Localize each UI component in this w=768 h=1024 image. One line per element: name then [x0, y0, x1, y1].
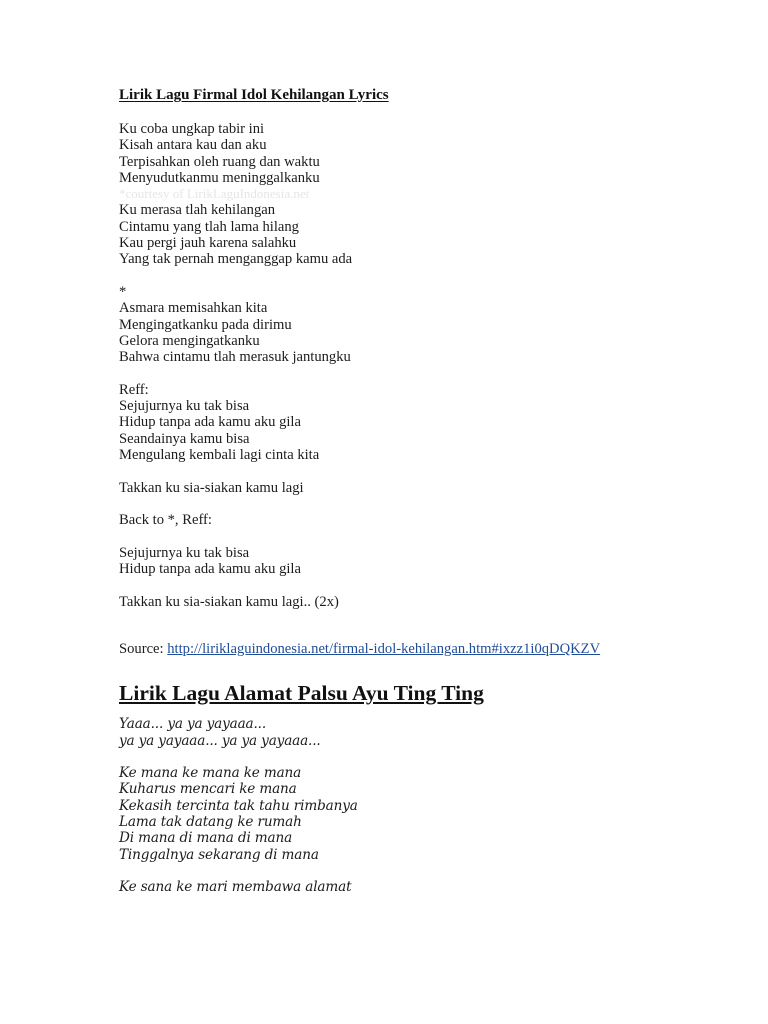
watermark-text: *courtesy of LirikLaguIndonesia.net [119, 186, 310, 202]
lyric-line: Terpisahkan oleh ruang dan waktu [119, 153, 320, 170]
lyric-line: Sejujurnya ku tak bisa [119, 398, 250, 415]
blank-line [119, 496, 719, 512]
lyric-line: Hidup tanpa ada kamu aku gila [119, 414, 301, 431]
song2-title: Lirik Lagu Alamat Palsu Ayu Ting Ting [119, 681, 484, 706]
blank-line [119, 577, 719, 593]
lyric-line: Ku merasa tlah kehilangan [119, 202, 276, 219]
song2-lyrics [119, 716, 719, 895]
lyric-line: Bahwa cintamu tlah merasuk jantungku [119, 349, 351, 366]
source-link[interactable]: http://liriklaguindonesia.net/firmal-idol-kehilangan.htm#ixzz1i0qDQKZV [167, 640, 601, 657]
lyric-line: Mengulang kembali lagi cinta kita [119, 446, 320, 463]
lyric-line: Ke sana ke mari membawa alamat [119, 879, 352, 896]
lyric-line: Kekasih tercinta tak tahu rimbanya [119, 797, 358, 814]
blank-line [119, 749, 719, 765]
lyric-line: Mengingatkanku pada dirimu [119, 316, 292, 333]
lyric-line: Gelora mengingatkanku [119, 332, 260, 349]
lyric-line: Kisah antara kau dan aku [119, 137, 267, 154]
reff-label: Reff: [119, 381, 149, 398]
lyric-line: Tinggalnya sekarang di mana [119, 846, 319, 863]
lyric-line: ya ya yayaaa... ya ya yayaaa... [119, 732, 321, 749]
back-to-instruction: Back to *, Reff: [119, 512, 212, 529]
song1-title: Lirik Lagu Firmal Idol Kehilangan Lyrics [119, 87, 389, 103]
lyric-line: Lama tak datang ke rumah [119, 813, 302, 830]
blank-line [119, 268, 719, 284]
lyric-line: Seandainya kamu bisa [119, 430, 250, 447]
source-label: Source: [119, 640, 164, 657]
source-citation [119, 641, 719, 657]
lyric-line: Hidup tanpa ada kamu aku gila [119, 561, 301, 578]
document-page [119, 86, 719, 895]
lyric-line: Cintamu yang tlah lama hilang [119, 218, 299, 235]
lyric-line: Ke mana ke mana ke mana [119, 765, 302, 782]
lyric-line: Takkan ku sia-siakan kamu lagi [119, 479, 304, 496]
lyric-line: Kau pergi jauh karena salahku [119, 235, 297, 252]
lyric-line: Ku coba ungkap tabir ini [119, 121, 265, 137]
blank-line [119, 365, 719, 381]
lyric-line: Yaaa... ya ya yayaaa... [119, 716, 267, 733]
lyric-line: Di mana di mana di mana [119, 830, 293, 847]
lyric-line: Yang tak pernah menganggap kamu ada [119, 251, 353, 268]
blank-line [119, 463, 719, 479]
lyric-line: Menyudutkanmu meninggalkanku [119, 169, 320, 186]
blank-line [119, 863, 719, 879]
chorus-marker: * [119, 283, 127, 300]
song1-lyrics [119, 121, 719, 610]
lyric-line: Takkan ku sia-siakan kamu lagi.. (2x) [119, 593, 339, 610]
lyric-line: Kuharus mencari ke mana [119, 781, 297, 798]
lyric-line: Asmara memisahkan kita [119, 300, 268, 317]
blank-line [119, 528, 719, 544]
lyric-line: Sejujurnya ku tak bisa [119, 544, 250, 561]
